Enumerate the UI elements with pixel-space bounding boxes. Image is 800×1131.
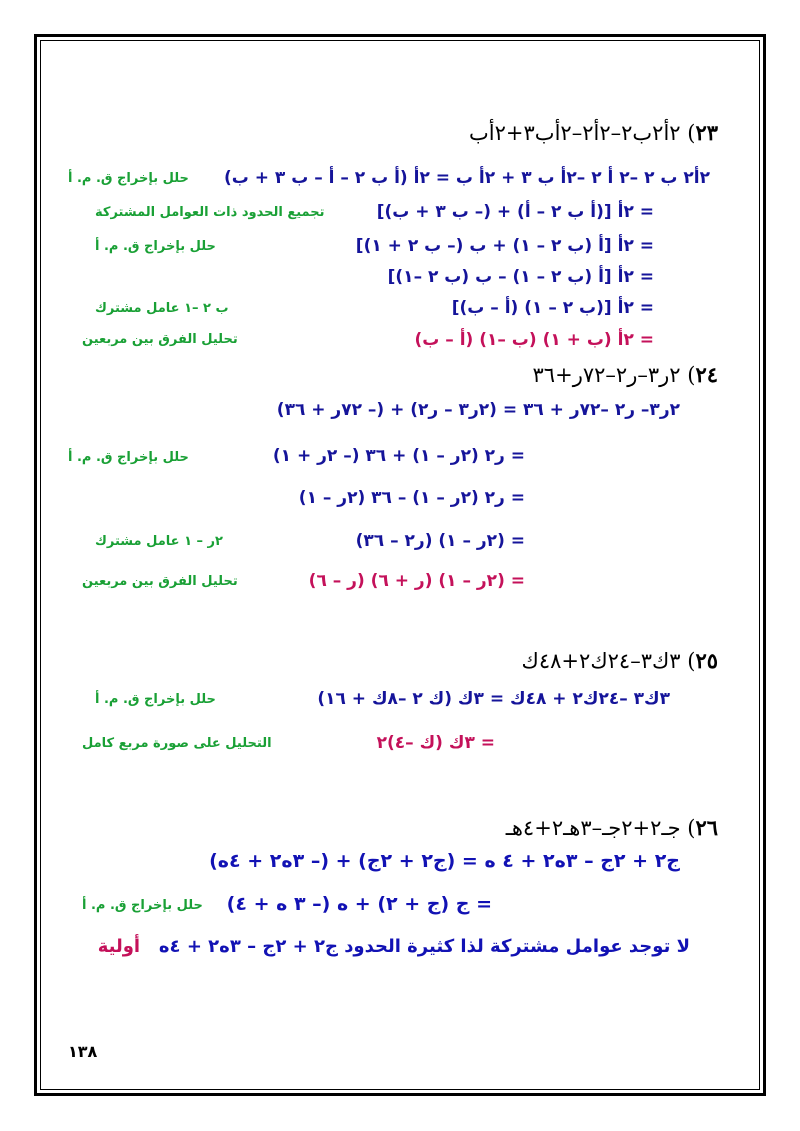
problem-23-note-6: تحليل الفرق بين مربعين — [82, 332, 238, 347]
problem-25-note-1: حلل بإخراج ق. م. أ — [95, 692, 216, 707]
problem-25-step-1: ٣ك٣ –٢٤ك٢ + ٤٨ك = ٣ك (ك ٢ –٨ك + ١٦) — [317, 689, 670, 709]
problem-24-step-4: = (٢ر – ١) (ر٢ – ٣٦) — [355, 531, 525, 551]
problem-23-step-3: = ٢أ [أ (ب ٢ – ١) + ب (– ب ٢ + ١)] — [355, 236, 654, 256]
problem-23-note-3: حلل بإخراج ق. م. أ — [95, 239, 216, 254]
problem-24-number: ٢٤ — [695, 362, 718, 387]
problem-24-note-2: حلل بإخراج ق. م. أ — [68, 450, 189, 465]
problem-23-step-6: = ٢أ (ب + ١) (ب –١) (أ – ب) — [414, 330, 654, 350]
problem-26-note-2: حلل بإخراج ق. م. أ — [82, 898, 203, 913]
problem-23-note-5: ب ٢ –١ عامل مشترك — [95, 301, 229, 316]
problem-24-header: ٢٤) ٢ر٣–ر٢–٧٢ر+٣٦ — [532, 362, 718, 387]
problem-23-note-1: حلل بإخراج ق. م. أ — [68, 171, 189, 186]
problem-23-step-1: ٢أ٢ ب ٢ –٢ أ ٢ –٢أ ب ٣ + ٢أ ب = ٢أ (أ ب ٢ – أ – ب ٣ + ب) — [223, 168, 710, 188]
problem-24-expression: ٢ر٣–ر٢–٧٢ر+٣٦ — [532, 363, 681, 387]
problem-25-header: ٢٥) ٣ك٣–٢٤ك٢+٤٨ك — [521, 648, 718, 673]
problem-23-expression: ٢أ٢ب٢–٢أ٢–٢أب٣+٢أب — [469, 121, 681, 145]
problem-24-note-5: تحليل الفرق بين مربعين — [82, 574, 238, 589]
problem-25-number: ٢٥ — [695, 648, 718, 673]
problem-23-step-4: = ٢أ [أ (ب ٢ – ١) – ب (ب ٢ –١)] — [387, 267, 654, 287]
problem-26-expression: جـ٢+٢جـ–٣هـ٢+٤هـ — [505, 816, 681, 840]
problem-25-expression: ٣ك٣–٢٤ك٢+٤٨ك — [521, 649, 681, 673]
problem-24-note-4: ٢ر – ١ عامل مشترك — [95, 534, 223, 549]
problem-26-number: ٢٦ — [695, 815, 718, 840]
page-number: ١٣٨ — [68, 1042, 98, 1061]
problem-23-step-5: = ٢أ [(ب ٢ – ١) (أ – ب)] — [451, 298, 654, 318]
problem-26-header: ٢٦) جـ٢+٢جـ–٣هـ٢+٤هـ — [505, 815, 718, 840]
problem-24-step-5: = (٢ر – ١) (ر + ٦) (ر – ٦) — [308, 571, 525, 591]
problem-25-step-2: = ٣ك (ك –٤)٢ — [376, 733, 495, 753]
page-border-inner — [40, 40, 760, 1090]
problem-23-header: ٢٣) ٢أ٢ب٢–٢أ٢–٢أب٣+٢أب — [469, 120, 718, 145]
problem-26-step-2: = ج (ج + ٢) + ه (– ٣ ه + ٤) — [226, 893, 492, 915]
problem-25-note-2: التحليل على صورة مربع كامل — [82, 736, 272, 751]
problem-24-step-1: ٢ر٣– ر٢ –٧٢ر + ٣٦ = (٢ر٣ – ر٢) + (– ٧٢ر + ٣٦) — [276, 400, 680, 420]
problem-23-note-2: تجميع الحدود ذات العوامل المشتركة — [95, 205, 325, 220]
problem-26-conclusion-text: لا توجد عوامل مشتركة لذا كثيرة الحدود ج٢ + ٢ج – ٣ه٢ + ٤ه — [158, 936, 690, 957]
problem-24-step-3: = ر٢ (٢ر – ١) – ٣٦ (٢ر – ١) — [298, 488, 525, 508]
problem-26-conclusion-tag: أولية — [97, 936, 141, 957]
problem-23-step-2: = ٢أ [(أ ب ٢ – أ) + (– ب ٣ + ب)] — [376, 202, 654, 222]
problem-23-number: ٢٣ — [695, 120, 718, 145]
problem-26-conclusion — [98, 936, 690, 957]
problem-26-step-1: ج٢ + ٢ج – ٣ه٢ + ٤ ه = (ج٢ + ٢ج) + (– ٣ه٢ + ٤ه) — [209, 850, 680, 872]
problem-24-step-2: = ر٢ (٢ر – ١) + ٣٦ (– ٢ر + ١) — [272, 446, 525, 466]
